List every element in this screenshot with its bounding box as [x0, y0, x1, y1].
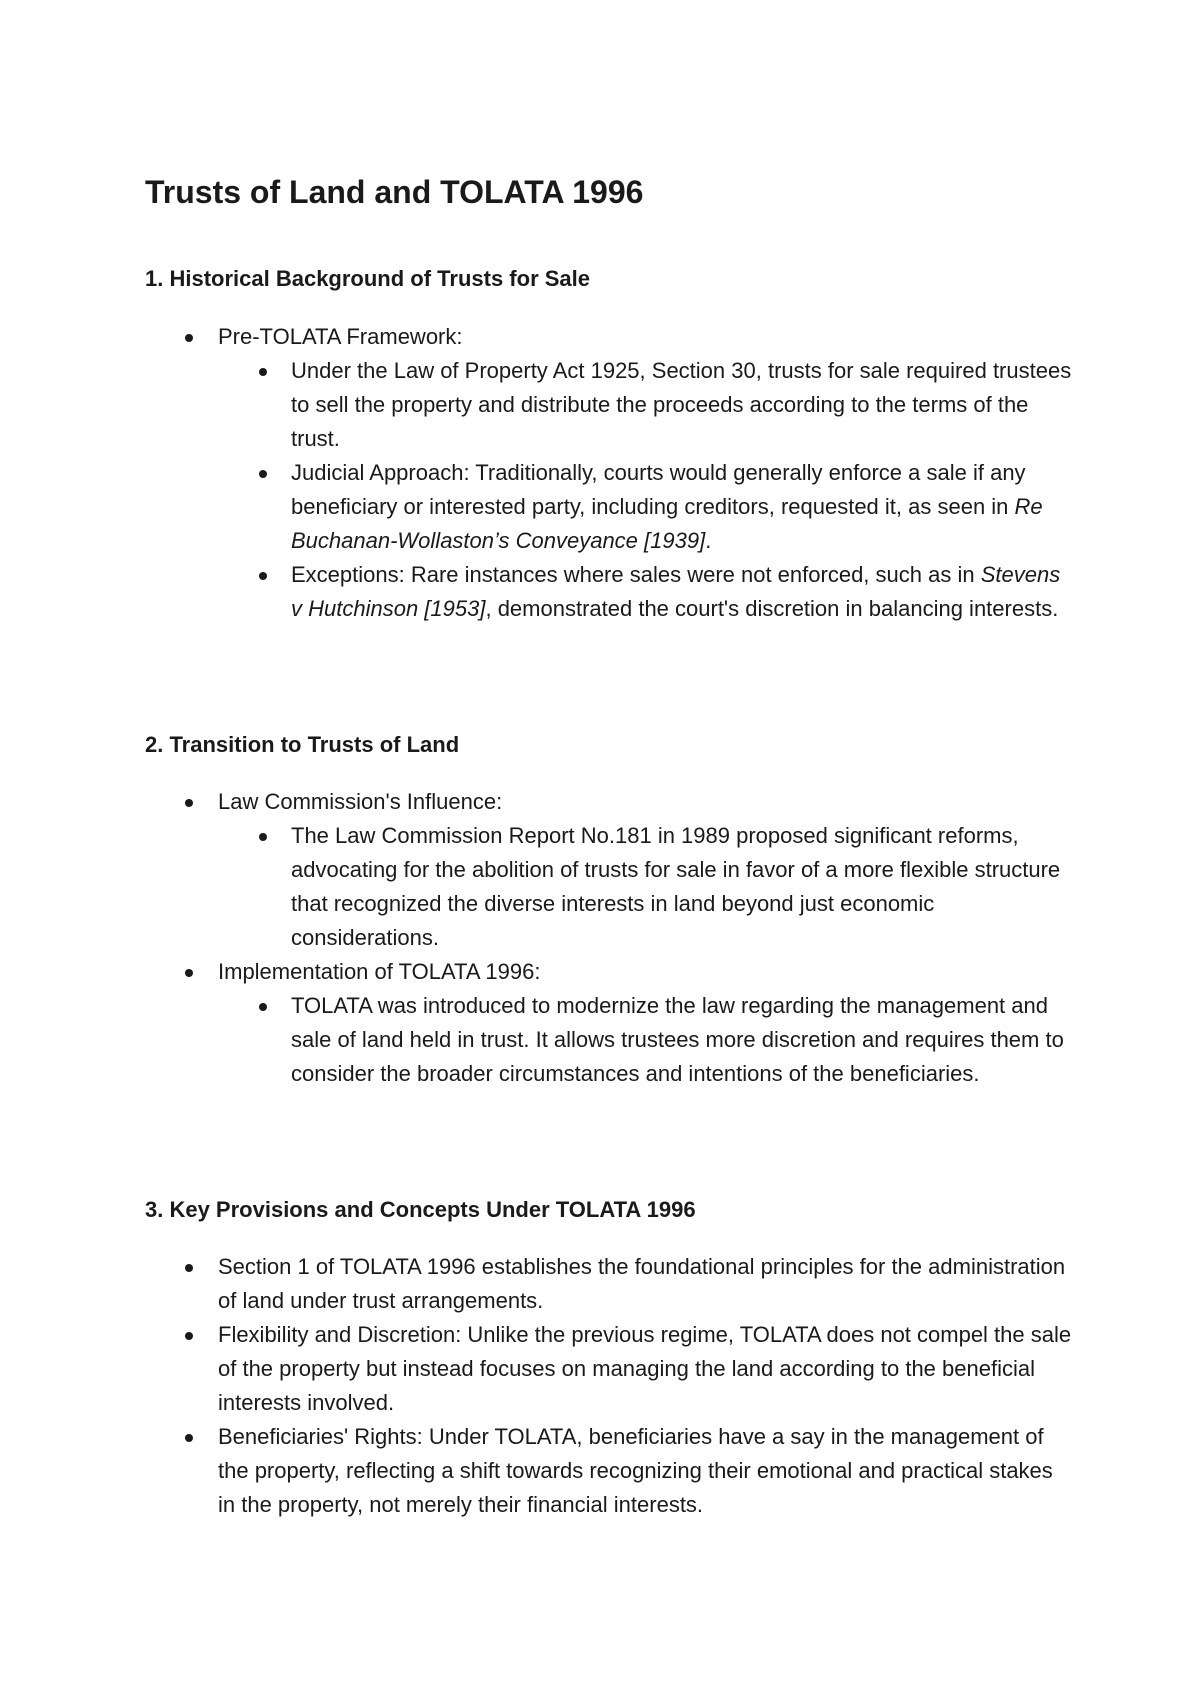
section-heading-transition: 2. Transition to Trusts of Land	[145, 732, 460, 757]
list-item-implementation	[145, 955, 1075, 989]
case-citation: Stevens v Hutchinson [1953]	[291, 562, 1061, 621]
section-2-list	[145, 785, 1075, 1091]
list-item-text: Under the Law of Property Act 1925, Section 30, trusts for sale required trustees to sell the property and distribute the proceeds according to the terms of the trust.	[291, 358, 1072, 451]
section-3-list	[145, 1250, 1075, 1522]
list-item-text: Beneficiaries' Rights: Under TOLATA, beneficiaries have a say in the management of the property, reflecting a shift towards recognizing their emotional and practical stakes in the property, not merely their financial interests.	[218, 1424, 1053, 1517]
bullet-icon	[259, 572, 267, 580]
list-item-pre-tolata	[145, 320, 1075, 354]
list-item-law-commission	[145, 785, 1075, 819]
bullet-icon	[185, 1434, 193, 1442]
bullet-icon	[259, 1003, 267, 1011]
list-item-text: Law Commission's Influence:	[218, 789, 503, 814]
list-item-section-1	[145, 1250, 1075, 1318]
list-item-text: Implementation of TOLATA 1996:	[218, 959, 541, 984]
list-item-text: TOLATA was introduced to modernize the law regarding the management and sale of land held in trust. It allows trustees more discretion and requires them to consider the broader circumstances and intentions of the beneficiaries.	[291, 993, 1064, 1086]
bullet-icon	[185, 1264, 193, 1272]
list-item-judicial-approach	[145, 456, 1075, 558]
bullet-icon	[259, 833, 267, 841]
list-item-report-181	[145, 819, 1075, 955]
list-item-text: The Law Commission Report No.181 in 1989 proposed significant reforms, advocating for the abolition of trusts for sale in favor of a more flexible structure that recognized the diverse interests in land beyond just economic considerations.	[291, 823, 1061, 950]
list-item-text: Flexibility and Discretion: Unlike the previous regime, TOLATA does not compel the sale of the property but instead focuses on managing the land according to the beneficial interests involved.	[218, 1322, 1072, 1415]
section-1-list	[145, 320, 1075, 626]
list-item-exceptions	[145, 558, 1075, 626]
list-item-text: Section 1 of TOLATA 1996 establishes the foundational principles for the administration of land under trust arrangements.	[218, 1254, 1066, 1313]
list-item-text: Judicial Approach: Traditionally, courts would generally enforce a sale if any beneficiary or interested party, including creditors, requested it, as seen in	[291, 460, 1026, 519]
list-item-text-end: .	[705, 528, 712, 553]
bullet-icon	[185, 334, 193, 342]
list-item-beneficiaries-rights	[145, 1420, 1075, 1522]
list-item-text-end: , demonstrated the court's discretion in balancing interests.	[485, 596, 1059, 621]
bullet-icon	[259, 470, 267, 478]
section-heading-historical-background: 1. Historical Background of Trusts for Sale	[145, 266, 590, 291]
bullet-icon	[185, 799, 193, 807]
list-item-text: Exceptions: Rare instances where sales were not enforced, such as in	[291, 562, 981, 587]
list-item-lpa-1925	[145, 354, 1075, 456]
bullet-icon	[259, 368, 267, 376]
bullet-icon	[185, 1332, 193, 1340]
section-heading-key-provisions: 3. Key Provisions and Concepts Under TOLATA 1996	[145, 1197, 696, 1222]
list-item-flexibility	[145, 1318, 1075, 1420]
case-citation: Re Buchanan-Wollaston’s Conveyance [1939]	[291, 494, 1043, 553]
list-item-text: Pre-TOLATA Framework:	[218, 324, 463, 349]
document-title: Trusts of Land and TOLATA 1996	[145, 174, 644, 210]
bullet-icon	[185, 969, 193, 977]
list-item-tolata-introduced	[145, 989, 1075, 1091]
